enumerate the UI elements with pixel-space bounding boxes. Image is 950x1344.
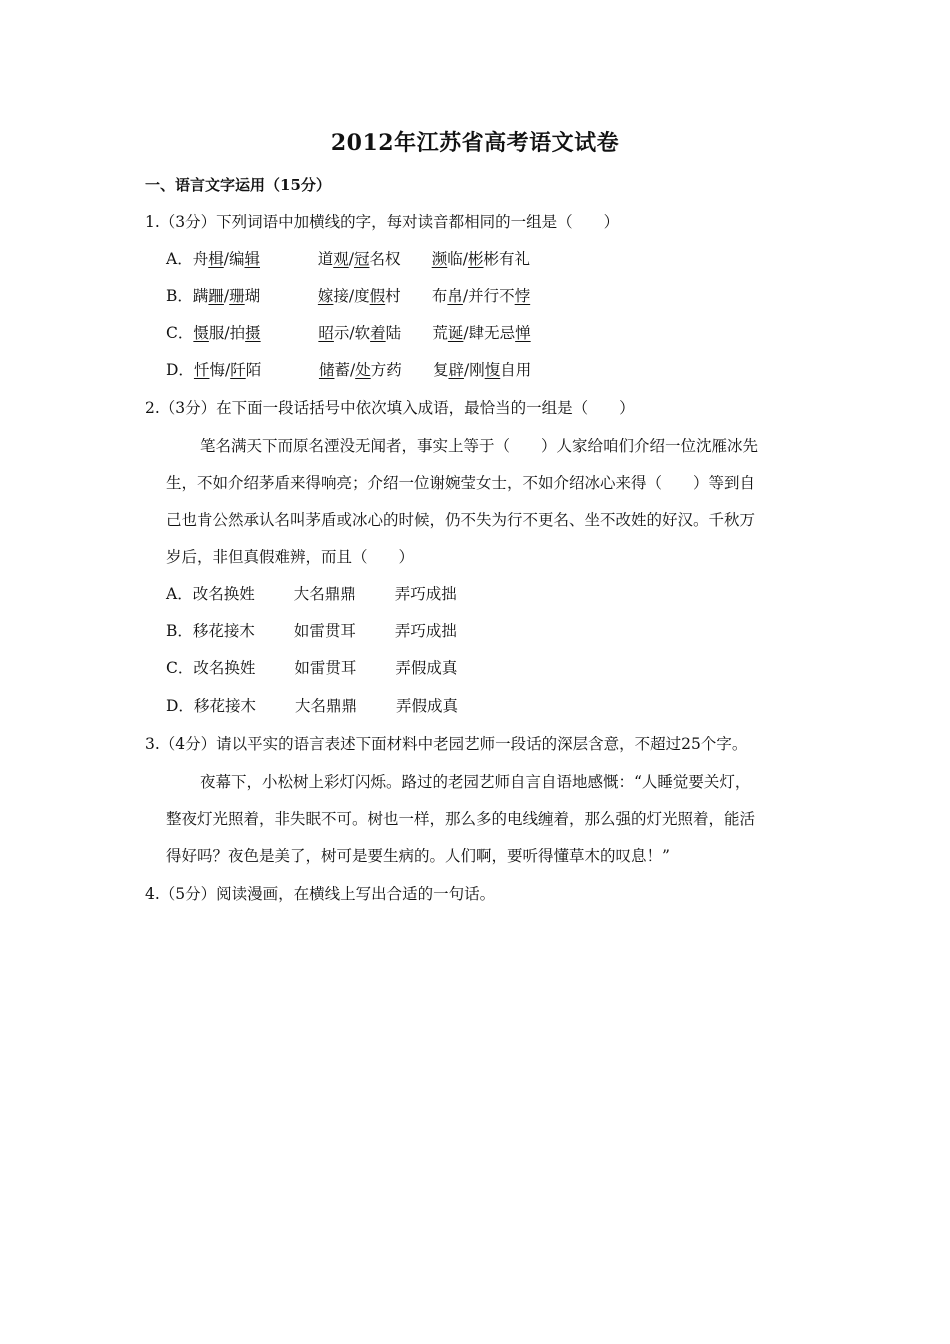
word-text: 接/度: [333, 287, 370, 305]
underlined-char: 濒: [431, 250, 448, 268]
word-text: 道: [317, 250, 334, 268]
word-text: 服/拍: [208, 324, 246, 342]
underlined-char: 嫁: [317, 287, 334, 305]
word-pair: [433, 360, 531, 380]
idiom-choice: 大名鼎鼎: [294, 697, 357, 715]
underlined-char: 储: [318, 361, 335, 379]
word-text: 名权: [369, 250, 401, 268]
word-text: /肆无忌: [463, 324, 516, 342]
question-1-option-a: [166, 249, 713, 269]
option-label: C．: [166, 324, 194, 342]
word-text: 陌: [245, 361, 262, 379]
option-label: B．: [166, 287, 193, 305]
question-2-option-b: [166, 621, 593, 641]
question-2-option-d: [166, 696, 594, 716]
underlined-char: 忏: [193, 361, 210, 379]
word-text: 荒: [432, 324, 448, 342]
word-pair: [194, 360, 261, 380]
word-text: 自用: [500, 361, 532, 379]
underlined-char: 阡: [230, 361, 246, 379]
underlined-char: 诞: [447, 324, 464, 342]
underlined-char: 彬: [467, 250, 484, 268]
question-4-stem: 4.（5分）阅读漫画，在横线上写出合适的一句话。: [145, 885, 496, 903]
word-text: 复: [432, 361, 449, 379]
idiom-choice: 移花接木: [192, 622, 255, 640]
word-text: /编: [223, 250, 245, 268]
word-text: 方药: [370, 361, 402, 379]
word-text: /刚: [463, 361, 485, 379]
question-2-passage-line: 己也肯公然承认名叫茅盾或冰心的时候，仍不失为行不更名、坐不改姓的好汉。千秋万: [166, 511, 756, 529]
question-2-passage-line: 岁后，非但真假难辨，而且（ ）: [166, 548, 415, 566]
question-3-passage-line: 整夜灯光照着，非失眠不可。树也一样，那么多的电线缠着，那么强的灯光照着，能活: [166, 810, 756, 828]
question-2-passage-line: 笔名满天下而原名湮没无闻者，事实上等于（ ）人家给咱们介绍一位沈雁冰先: [200, 437, 759, 455]
word-pair: [432, 323, 530, 343]
underlined-char: 帛: [447, 287, 463, 305]
underlined-char: 摄: [245, 324, 261, 342]
option-label: D．: [166, 361, 194, 379]
word-text: 悔/: [209, 361, 231, 379]
word-text: 临/: [447, 250, 468, 268]
underlined-char: 昭: [318, 324, 334, 342]
word-text: 布: [431, 287, 448, 305]
question-3-stem: 3.（4分）请以平实的语言表述下面材料中老园艺师一段话的深层含意，不超过25个字。: [145, 735, 748, 753]
question-2-passage-line: 生，不如介绍茅盾来得响亮；介绍一位谢婉莹女士，不如介绍冰心来得（ ）等到自: [166, 474, 756, 492]
word-pair: [432, 286, 530, 306]
underlined-char: 楫: [208, 250, 224, 268]
word-text: 彬有礼: [483, 250, 530, 268]
idiom-choice: 改名换姓: [192, 585, 255, 603]
underlined-char: 假: [369, 287, 386, 305]
word-pair: [193, 286, 260, 306]
word-pair: [318, 249, 401, 269]
option-label: A．: [166, 250, 193, 268]
word-text: 蹒: [192, 287, 209, 305]
idiom-choice: 改名换姓: [193, 659, 256, 677]
option-label: A．: [166, 585, 193, 603]
word-text: /: [223, 287, 230, 305]
question-1-option-d: [166, 360, 714, 380]
question-2-stem: 2.（3分）在下面一段话括号中依次填入成语，最恰当的一组是（ ）: [145, 399, 635, 417]
word-text: 村: [385, 287, 401, 305]
idiom-choice: 弄假成真: [395, 697, 458, 715]
question-2-option-a: [166, 584, 593, 604]
question-1-option-c: [166, 323, 713, 343]
question-1-option-b: [166, 286, 713, 306]
idiom-choice: 移花接木: [193, 697, 256, 715]
underlined-char: 处: [355, 361, 371, 379]
idiom-choice: 弄假成真: [395, 659, 458, 677]
question-3-passage-line: 夜幕下，小松树上彩灯闪烁。路过的老园艺师自言自语地感慨：“人睡觉要关灯，: [200, 773, 751, 791]
option-label: B．: [166, 622, 193, 640]
underlined-char: 辑: [244, 250, 260, 268]
option-label: C．: [166, 659, 194, 677]
word-text: 蓄/: [334, 361, 356, 379]
underlined-char: 观: [333, 250, 349, 268]
word-text: /并行不: [462, 287, 515, 305]
page-title: 2012年江苏省高考语文试卷: [330, 130, 620, 156]
question-1-stem: 1.（3分）下列词语中加横线的字，每对读音都相同的一组是（ ）: [145, 213, 620, 231]
underlined-char: 惮: [515, 324, 531, 342]
idiom-choice: 如雷贯耳: [294, 659, 357, 677]
word-text: 陆: [385, 324, 402, 342]
underlined-char: 跚: [208, 287, 224, 305]
word-text: 示/软: [333, 324, 371, 342]
word-pair: [432, 249, 530, 269]
underlined-char: 悖: [514, 287, 531, 305]
underlined-char: 着: [370, 324, 386, 342]
word-pair: [318, 323, 401, 343]
underlined-char: 辟: [448, 361, 464, 379]
underlined-char: 愎: [484, 361, 501, 379]
underlined-char: 慑: [193, 324, 209, 342]
section-heading: 一、语言文字运用（15分）: [145, 176, 331, 194]
word-pair: [193, 323, 260, 343]
underlined-char: 珊: [229, 287, 245, 305]
question-3-passage-line: 得好吗？夜色是美了，树可是要生病的。人们啊，要听得懂草木的叹息！”: [166, 847, 670, 865]
word-text: 舟: [192, 250, 209, 268]
idiom-choice: 弄巧成拙: [394, 585, 457, 603]
word-pair: [319, 360, 402, 380]
word-text: /: [348, 250, 354, 268]
idiom-choice: 大名鼎鼎: [293, 585, 356, 603]
word-pair: [193, 249, 260, 269]
idiom-choice: 弄巧成拙: [394, 622, 457, 640]
idiom-choice: 如雷贯耳: [293, 622, 356, 640]
word-pair: [318, 286, 401, 306]
word-text: 瑚: [244, 287, 261, 305]
question-2-option-c: [166, 658, 593, 678]
underlined-char: 冠: [353, 250, 370, 268]
option-label: D．: [166, 697, 194, 715]
